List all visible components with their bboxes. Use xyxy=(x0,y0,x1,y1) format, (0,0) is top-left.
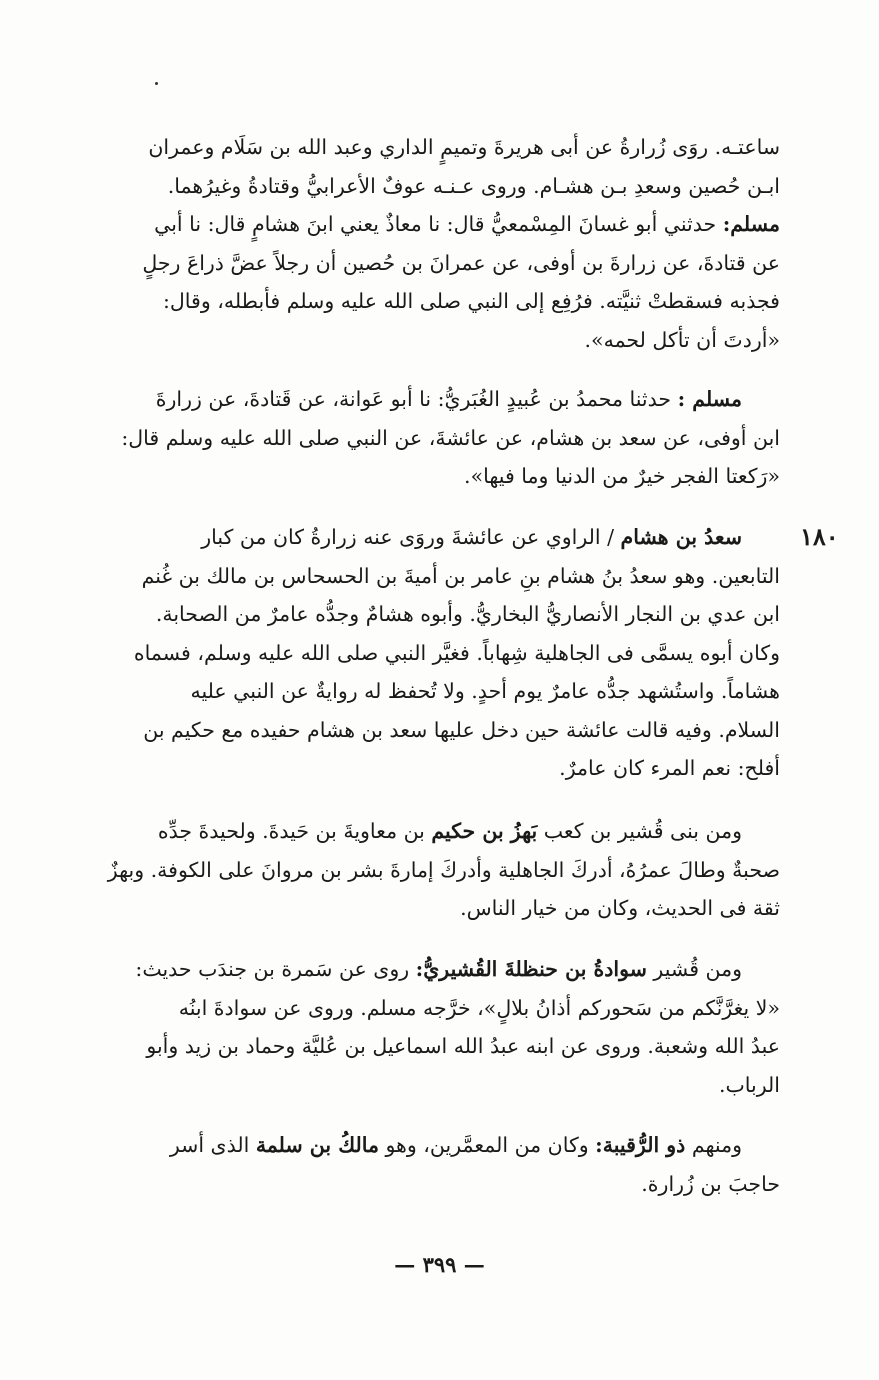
text-line xyxy=(100,205,780,244)
text-run: روى عن سَمرة بن جندَب حديث: xyxy=(135,957,416,981)
text-line: ثقة فى الحديث، وكان من خيار الناس. xyxy=(460,896,780,920)
text-line xyxy=(100,518,780,557)
source-label: مسلم : xyxy=(677,387,742,411)
text-line: وكان أبوه يسمَّى فى الجاهلية شِهاباً. فغيَّر النبي صلى الله عليه وسلم، فسماه xyxy=(133,640,780,665)
text-line xyxy=(100,1126,780,1165)
text-line: هشاماً. واستُشهد جدُّه عامرٌ يوم أحدٍ. ولا تُحفظ له روايةٌ عن النبي عليه xyxy=(190,679,780,703)
text-line: صحبةٌ وطالَ عمرُهُ، أدركَ الجاهلية وأدركَ إمارةَ بشر بن مروانَ على الكوفة. وبهزٌ xyxy=(107,857,780,882)
text-line: عن قتادةَ، عن زرارةَ بن أوفى، عن عمرانَ بن حُصين أن رجلاً عضَّ ذراعَ رجلٍ xyxy=(142,250,780,275)
page-number: — ٣٩٩ — xyxy=(394,1252,485,1277)
text-line: ساعتـه. روَى زُرارةُ عن أبى هريرةَ وتميمٍ الداري وعبد الله بن سَلَام وعمران xyxy=(148,135,780,159)
paragraph-bahz-ibn-hakim xyxy=(100,812,780,928)
source-label: مسلم: xyxy=(722,212,780,236)
stray-mark xyxy=(155,82,158,85)
text-run: ومن قُشير xyxy=(646,957,742,981)
text-run: حدثني أبو غسانَ المِسْمعيُّ قال: نا معاذٌ يعني ابنَ هشامٍ قال: نا أبي xyxy=(154,212,723,236)
text-line xyxy=(100,812,780,851)
text-line: فجذبه فسقطتْ ثنيَّته. فرُفِع إلى النبي صلى الله عليه وسلم فأبطله، وقال: xyxy=(162,289,780,313)
text-line: التابعين. وهو سعدُ بنُ هشام بنِ عامر بن أميةَ بن الحسحاس بن مالك بن غُنم xyxy=(141,563,780,588)
text-line: ابن عدي بن النجار الأنصاريُّ البخاريُّ. وأبوه هشامٌ وجدُّه عامرٌ من الصحابة. xyxy=(155,602,780,626)
text-line: ابن أوفى، عن سعد بن هشام، عن عائشةَ، عن النبي صلى الله عليه وسلم قال: xyxy=(121,425,780,450)
text-run: / الراوي عن عائشةَ وروَى عنه زرارةُ كان من كبار xyxy=(201,525,621,549)
text-line: «رَكعتا الفجر خيرٌ من الدنيا وما فيها». xyxy=(464,464,780,488)
text-line xyxy=(100,380,780,419)
text-run: وكان من المعمَّرين، وهو xyxy=(378,1133,596,1157)
paragraph-dhu-ruqayba xyxy=(100,1126,780,1203)
text-line: الرباب. xyxy=(718,1072,780,1097)
paragraph-muslim-hadith xyxy=(100,380,780,496)
paragraph-saad-ibn-hisham xyxy=(100,518,780,788)
text-run: ومن بنى قُشير بن كعب xyxy=(537,819,742,843)
paragraph-zurara xyxy=(100,128,780,359)
text-run: بن معاويةَ بن حَيدةَ. ولحيدةَ جدِّه xyxy=(157,819,432,843)
text-line: «لا يغرَّنَّكم من سَحوركم أذانُ بلالٍ»، خرَّجه مسلم. وروى عن سوادةَ ابنُه xyxy=(178,995,780,1020)
name-highlight: مالكُ بن سلمة xyxy=(255,1133,379,1157)
text-line: أفلح: نعم المرء كان عامرٌ. xyxy=(559,756,780,780)
name-highlight: بَهزُ بن حكيم xyxy=(431,819,538,843)
text-line: السلام. وفيه قالت عائشة حين دخل عليها سعد بن هشام حفيده مع حكيم بن xyxy=(143,717,780,742)
text-run: حدثنا محمدُ بن عُبيدٍ الغُبَريُّ: نا أبو عَوانة، عن قَتادةَ، عن زرارةَ xyxy=(155,387,678,411)
text-line: حاجبَ بن زُرارة. xyxy=(641,1171,780,1196)
text-run: الذى أسر xyxy=(169,1133,256,1157)
text-line xyxy=(100,950,780,989)
text-line: عبدُ الله وشعبة. وروى عن ابنه عبدُ الله اسماعيل بن عُليَّة وحماد بن زيد وأبو xyxy=(146,1034,780,1058)
text-line: «أردتَ أن تأكل لحمه». xyxy=(584,327,780,352)
entry-heading: سعدُ بن هشام xyxy=(620,525,742,549)
text-run: ومنهم xyxy=(685,1133,742,1157)
name-highlight: سوادةُ بن حنظلةَ القُشيريُّ: xyxy=(415,957,647,981)
entry-number: ١٨٠ xyxy=(800,522,839,551)
name-highlight: ذو الرُّقيبة: xyxy=(595,1133,686,1157)
paragraph-sawada xyxy=(100,950,780,1104)
text-line: ابـن حُصين وسعدِ بـن هشـام. وروى عـنـه عوفٌ الأعرابيُّ وقتادةُ وغيرُهما. xyxy=(167,173,780,198)
